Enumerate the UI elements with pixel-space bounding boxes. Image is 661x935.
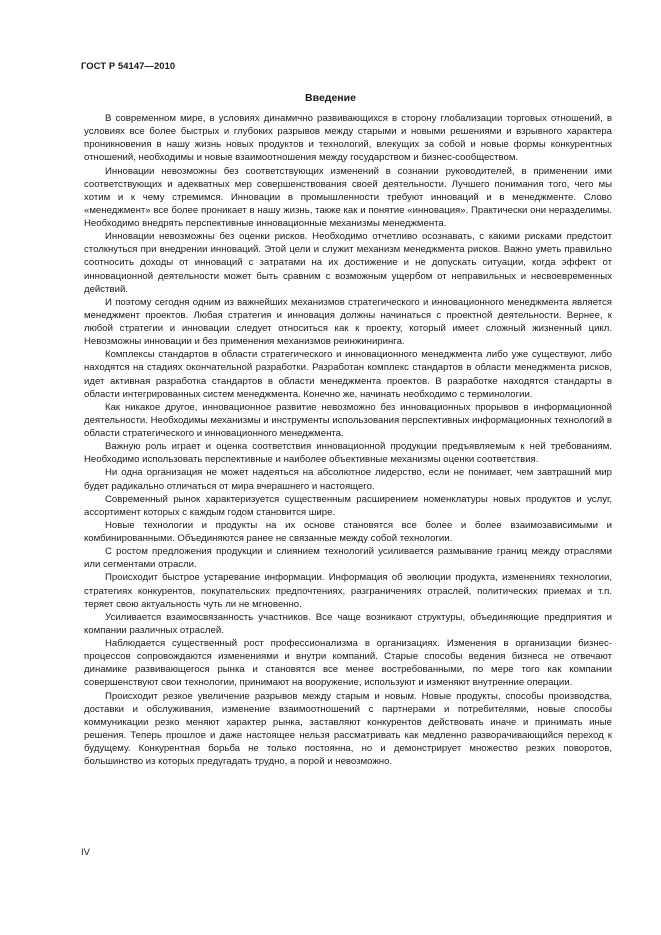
paragraph: Инновации невозможны без соответствующих изменений в сознании руководителей, в применении ими соответствующих и адекватных мер совершенствования своей деятельности. Лучшего понимания того, чего мы хотим и к чему стремимся. Инновации в промышленности требуют инноваций и в менеджменте. Слово «менеджмент» все более проникает в нашу жизнь, также как и понятие «инновация». Практически они неразделимы. Необходимо внедрять перспективные инновационные механизмы менеджмента.	[84, 165, 612, 229]
paragraph: Комплексы стандартов в области стратегического и инновационного менеджмента либо уже существуют, либо находятся на стадиях окончательной разработки. Разработан комплекс стандартов в области менеджмента рисков, идет активная разработка стандартов в области менеджмента проектов. В разработке находятся стандарты в области интегрированных систем менеджмента. Конечно же, начинать необходимо с терминологии.	[84, 349, 612, 400]
section-title: Введение	[305, 92, 356, 104]
paragraph: Современный рынок характеризуется существенным расширением номенклатуры новых продуктов и услуг, ассортимент которых с каждым годом становится шире.	[84, 493, 612, 518]
page-number: IV	[81, 846, 90, 857]
paragraph: Как никакое другое, инновационное развитие невозможно без инновационных прорывов в информационной деятельности. Необходимы механизмы и инструменты использования перспективных информационных технологий в области стратегического и инновационного менеджмента.	[84, 401, 612, 439]
paragraph: Ни одна организация не может надеяться на абсолютное лидерство, если не понимает, чем завтрашний мир будет радикально отличаться от мира вчерашнего и настоящего.	[84, 467, 612, 492]
paragraph: Происходит резкое увеличение разрывов между старым и новым. Новые продукты, способы производства, доставки и обслуживания, изменение взаимоотношений с партнерами и потребителями, новые способы коммуникации резко меняют характер рынка, заставляют конкурентов действовать иначе и принимать иные решения. Теперь прошлое и даже настоящее нельзя рассматривать как медленно разворачивающийся переход к будущему. Конкурентная борьба не только постоянна, но и демонстрирует множество резких поворотов, большинство из которых предугадать трудно, а порой и невозможно.	[84, 690, 612, 768]
paragraph: Происходит быстрое устаревание информации. Информация об эволюции продукта, изменениях технологии, стратегиях конкурентов, покупательских предпочтениях, разграничениях отраслей, политических приемах и т.п. теряет свою актуальность чуть ли не мгновенно.	[84, 572, 612, 610]
paragraph: Усиливается взаимосвязанность участников. Все чаще возникают структуры, объединяющие предприятия и компании различных отраслей.	[84, 611, 612, 636]
body-text	[84, 112, 612, 768]
paragraph: С ростом предложения продукции и слиянием технологий усиливается размывание границ между отраслями или сегментами отрасли.	[84, 546, 612, 571]
paragraph: Важную роль играет и оценка соответствия инновационной продукции предъявляемым к ней требованиям. Необходимо использовать перспективные и наиболее объективные механизмы оценки соответствия.	[84, 441, 612, 466]
paragraph: И поэтому сегодня одним из важнейших механизмов стратегического и инновационного менеджмента является менеджмент проектов. Любая стратегия и инновация должны начинаться с проектной деятельности. Вернее, к любой стратегии и инновации следует относиться как к проекту, который имеет сложный жизненный цикл. Невозможны инновации и без применения механизмов реинжиниринга.	[84, 296, 612, 348]
paragraph: В современном мире, в условиях динамично развивающихся в сторону глобализации торговых отношений, в условиях все более быстрых и глубоких разрывов между старыми и новыми решениями и взрывного характера проникновения в нашу жизнь новых продуктов и технологий, влекущих за собой и новые формы конкурентных отношений, необходимы и новые взаимоотношения между государством и бизнес-сообществом.	[84, 113, 612, 164]
paragraph: Инновации невозможны без оценки рисков. Необходимо отчетливо осознавать, с какими рисками предстоит столкнуться при внедрении инноваций. Этой цели и служит механизм менеджмента рисков. Важно уметь правильно соотносить доходы от инноваций с затратами на их достижение и не допускать ситуации, когда эффект от инновационной деятельности может быть сравним с возможным ущербом от неправильных и несвоевременных действий.	[84, 231, 612, 295]
paragraph: Наблюдается существенный рост профессионализма в организациях. Изменения в организации бизнес-процессов сопровождаются изменениями и внутри компаний. Старые способы ведения бизнеса не отвечают динамике развивающегося рынка и становятся все менее востребованными, по мере того как компании совершенствуют свои технологии, принимают на вооружение, используют и изменяют внутренние операции.	[84, 638, 612, 689]
document-code: ГОСТ Р 54147—2010	[81, 60, 176, 71]
paragraph: Новые технологии и продукты на их основе становятся все более и более взаимозависимыми и комбинированными. Объединяются ранее не связанные между собой технологии.	[84, 519, 612, 544]
